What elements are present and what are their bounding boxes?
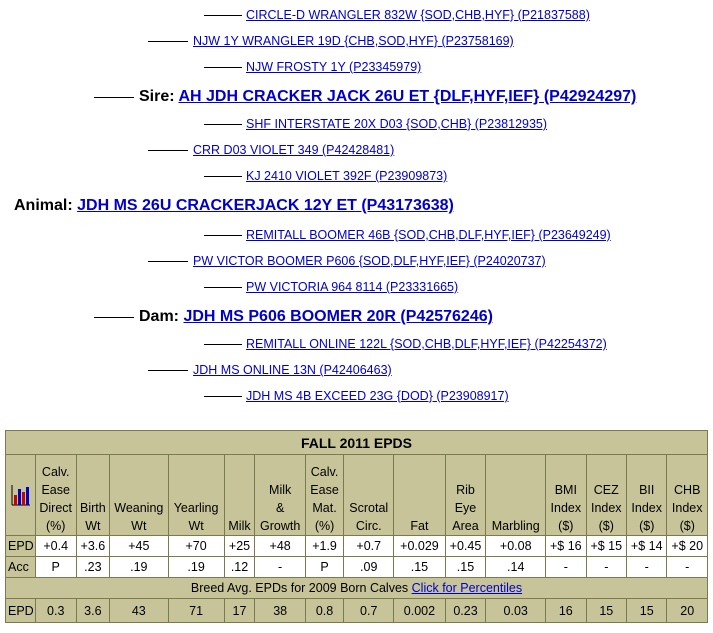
header-line: Circ. bbox=[355, 519, 382, 533]
breed-average-value: 0.03 bbox=[486, 599, 546, 623]
accuracy-value: .23 bbox=[76, 557, 109, 578]
breed-average-value: 16 bbox=[546, 599, 586, 623]
epd-column-header bbox=[667, 455, 708, 536]
accuracy-value: - bbox=[255, 557, 305, 578]
epd-column-header bbox=[168, 455, 224, 536]
pedigree-connector bbox=[204, 287, 242, 288]
epd-value: +3.6 bbox=[76, 536, 109, 557]
header-line: Calv. bbox=[310, 465, 339, 479]
breed-average-value: 0.3 bbox=[35, 599, 76, 623]
epd-value: +70 bbox=[168, 536, 224, 557]
pedigree-connector bbox=[204, 235, 242, 236]
sire-link[interactable]: AH JDH CRACKER JACK 26U ET {DLF,HYF,IEF} (P42924297) bbox=[178, 88, 637, 105]
epd-values-row bbox=[6, 536, 708, 557]
breed-average-value: 20 bbox=[667, 599, 708, 623]
pedigree-link-dam-dam-dam[interactable]: JDH MS 4B EXCEED 23G {DOD} (P23908917) bbox=[246, 389, 509, 403]
epd-value: +48 bbox=[255, 536, 305, 557]
pedigree-connector bbox=[148, 150, 188, 151]
header-line: Eye bbox=[454, 501, 477, 515]
percentiles-link[interactable]: Click for Percentiles bbox=[411, 581, 523, 595]
epd-value: +$ 16 bbox=[546, 536, 586, 557]
pedigree-connector bbox=[148, 370, 188, 371]
header-line: Weaning bbox=[114, 501, 164, 515]
pedigree-link-dam-sire-dam[interactable]: PW VICTORIA 964 8114 (P23331665) bbox=[246, 280, 459, 294]
pedigree-link-dam-sire[interactable]: PW VICTOR BOOMER P606 {SOD,DLF,HYF,IEF} (P24020737) bbox=[193, 254, 546, 268]
pedigree-connector bbox=[204, 15, 242, 16]
pedigree-connector bbox=[94, 317, 134, 318]
sire-label: Sire: bbox=[139, 88, 175, 105]
accuracy-value: .15 bbox=[394, 557, 445, 578]
epd-column-header bbox=[76, 455, 109, 536]
epd-column-header bbox=[627, 455, 667, 536]
acc-row-label: Acc bbox=[6, 557, 36, 578]
epd-value: +0.4 bbox=[35, 536, 76, 557]
breed-average-value: 71 bbox=[168, 599, 224, 623]
breed-average-row bbox=[6, 599, 708, 623]
pedigree-connector bbox=[204, 124, 242, 125]
header-line: Area bbox=[452, 519, 479, 533]
header-line: (%) bbox=[314, 519, 335, 533]
acc-values-row bbox=[6, 557, 708, 578]
header-line: Yearling bbox=[173, 501, 219, 515]
epd-section bbox=[5, 430, 708, 623]
epd-column-header bbox=[35, 455, 76, 536]
header-line: Rib bbox=[456, 483, 475, 497]
accuracy-value: .09 bbox=[344, 557, 394, 578]
accuracy-value: .14 bbox=[486, 557, 546, 578]
pedigree-connector bbox=[94, 97, 134, 98]
breed-average-value: 17 bbox=[224, 599, 255, 623]
header-line: & bbox=[275, 501, 285, 515]
header-line: ($) bbox=[598, 519, 614, 533]
header-line: BII bbox=[639, 483, 655, 497]
breed-average-value: 43 bbox=[110, 599, 169, 623]
breed-average-value: 0.8 bbox=[305, 599, 343, 623]
epd-value: +25 bbox=[224, 536, 255, 557]
breed-average-value: 38 bbox=[255, 599, 305, 623]
epd-value: +0.7 bbox=[344, 536, 394, 557]
breed-average-value: 15 bbox=[627, 599, 667, 623]
accuracy-value: - bbox=[586, 557, 626, 578]
epd-column-header bbox=[546, 455, 586, 536]
accuracy-value: .19 bbox=[110, 557, 169, 578]
dam-link[interactable]: JDH MS P606 BOOMER 20R (P42576246) bbox=[183, 308, 493, 325]
header-line: Index bbox=[550, 501, 582, 515]
epd-value: +$ 20 bbox=[667, 536, 708, 557]
pedigree-connector bbox=[204, 344, 242, 345]
header-line: ($) bbox=[558, 519, 574, 533]
accuracy-value: P bbox=[35, 557, 76, 578]
epd-value: +1.9 bbox=[305, 536, 343, 557]
breed-average-value: 0.7 bbox=[344, 599, 394, 623]
epd-header-row bbox=[6, 455, 708, 536]
accuracy-value: - bbox=[546, 557, 586, 578]
header-line: Ease bbox=[310, 483, 339, 497]
pedigree-link-sire-dam-dam[interactable]: KJ 2410 VIOLET 392F (P23909873) bbox=[246, 169, 448, 183]
avg-row-label: EPD bbox=[6, 599, 36, 623]
bar-chart-icon[interactable] bbox=[6, 455, 36, 536]
epd-value: +0.45 bbox=[445, 536, 486, 557]
header-line: ($) bbox=[639, 519, 655, 533]
pedigree-link-sire-sire[interactable]: NJW 1Y WRANGLER 19D {CHB,SOD,HYF} (P23758169) bbox=[193, 34, 514, 48]
header-line: Wt bbox=[85, 519, 101, 533]
dam-label: Dam: bbox=[139, 308, 180, 325]
header-line: CEZ bbox=[593, 483, 619, 497]
epd-column-header bbox=[486, 455, 546, 536]
epd-row-label: EPD bbox=[6, 536, 36, 557]
accuracy-value: .19 bbox=[168, 557, 224, 578]
breed-average-value: 15 bbox=[586, 599, 626, 623]
header-line: Ease bbox=[41, 483, 70, 497]
header-line: Marbling bbox=[491, 519, 540, 533]
epd-table-title: FALL 2011 EPDS bbox=[6, 431, 708, 455]
header-line: Calv. bbox=[41, 465, 70, 479]
header-line: Milk bbox=[228, 519, 251, 533]
accuracy-value: - bbox=[667, 557, 708, 578]
pedigree-link-dam-dam-sire[interactable]: REMITALL ONLINE 122L {SOD,CHB,DLF,HYF,IEF} (P42254372) bbox=[246, 337, 607, 351]
epd-column-header bbox=[445, 455, 486, 536]
epd-column-header bbox=[344, 455, 394, 536]
epd-value: +45 bbox=[110, 536, 169, 557]
accuracy-value: .12 bbox=[224, 557, 255, 578]
header-line: Direct bbox=[39, 501, 73, 515]
breed-average-caption bbox=[6, 578, 708, 599]
sire-row bbox=[139, 87, 636, 107]
header-line: Index bbox=[671, 501, 703, 515]
header-line: (%) bbox=[45, 519, 66, 533]
header-line: CHB bbox=[674, 483, 701, 497]
pedigree-connector bbox=[204, 176, 242, 177]
header-line: Growth bbox=[259, 519, 301, 533]
pedigree-link-sire-sire-dam[interactable]: NJW FROSTY 1Y (P23345979) bbox=[246, 60, 422, 74]
breed-average-text: Breed Avg. EPDs for 2009 Born Calves bbox=[190, 581, 412, 595]
epd-value: +0.08 bbox=[486, 536, 546, 557]
accuracy-value: P bbox=[305, 557, 343, 578]
header-line: Birth bbox=[80, 501, 106, 515]
pedigree-connector bbox=[148, 261, 188, 262]
epd-column-header bbox=[255, 455, 305, 536]
header-line: BMI bbox=[554, 483, 577, 497]
dam-row bbox=[139, 307, 493, 327]
accuracy-value: .15 bbox=[445, 557, 486, 578]
header-line: Index bbox=[631, 501, 663, 515]
header-line: ($) bbox=[679, 519, 695, 533]
animal-row bbox=[14, 196, 454, 216]
epd-column-header bbox=[224, 455, 255, 536]
epd-column-header bbox=[586, 455, 626, 536]
breed-average-value: 0.002 bbox=[394, 599, 445, 623]
pedigree-link-sire-dam[interactable]: CRR D03 VIOLET 349 (P42428481) bbox=[193, 143, 395, 157]
epd-value: +$ 14 bbox=[627, 536, 667, 557]
epd-column-header bbox=[305, 455, 343, 536]
pedigree-link-dam-sire-sire[interactable]: REMITALL BOOMER 46B {SOD,CHB,DLF,HYF,IEF} (P23649249) bbox=[246, 228, 611, 242]
accuracy-value: - bbox=[627, 557, 667, 578]
breed-average-value: 3.6 bbox=[76, 599, 109, 623]
epd-column-header bbox=[110, 455, 169, 536]
header-line: Mat. bbox=[312, 501, 337, 515]
epd-value: +$ 15 bbox=[586, 536, 626, 557]
breed-average-value: 0.23 bbox=[445, 599, 486, 623]
animal-label: Animal: bbox=[14, 197, 73, 214]
epd-table bbox=[5, 430, 708, 623]
header-line: Wt bbox=[131, 519, 147, 533]
pedigree-connector bbox=[204, 67, 242, 68]
pedigree-link-sire-dam-sire[interactable]: SHF INTERSTATE 20X D03 {SOD,CHB} (P23812935) bbox=[246, 117, 548, 131]
pedigree-link-dam-dam[interactable]: JDH MS ONLINE 13N (P42406463) bbox=[193, 363, 392, 377]
pedigree-link-sire-sire-sire[interactable]: CIRCLE-D WRANGLER 832W {SOD,CHB,HYF} (P21837588) bbox=[246, 8, 590, 22]
header-line: Fat bbox=[410, 519, 429, 533]
header-line: Index bbox=[590, 501, 622, 515]
epd-value: +0.029 bbox=[394, 536, 445, 557]
header-line: Scrotal bbox=[349, 501, 389, 515]
epd-column-header bbox=[394, 455, 445, 536]
header-line: Wt bbox=[188, 519, 204, 533]
header-line: Milk bbox=[269, 483, 292, 497]
animal-link[interactable]: JDH MS 26U CRACKERJACK 12Y ET (P43173638) bbox=[77, 197, 454, 214]
pedigree-connector bbox=[204, 396, 242, 397]
pedigree-connector bbox=[148, 41, 188, 42]
